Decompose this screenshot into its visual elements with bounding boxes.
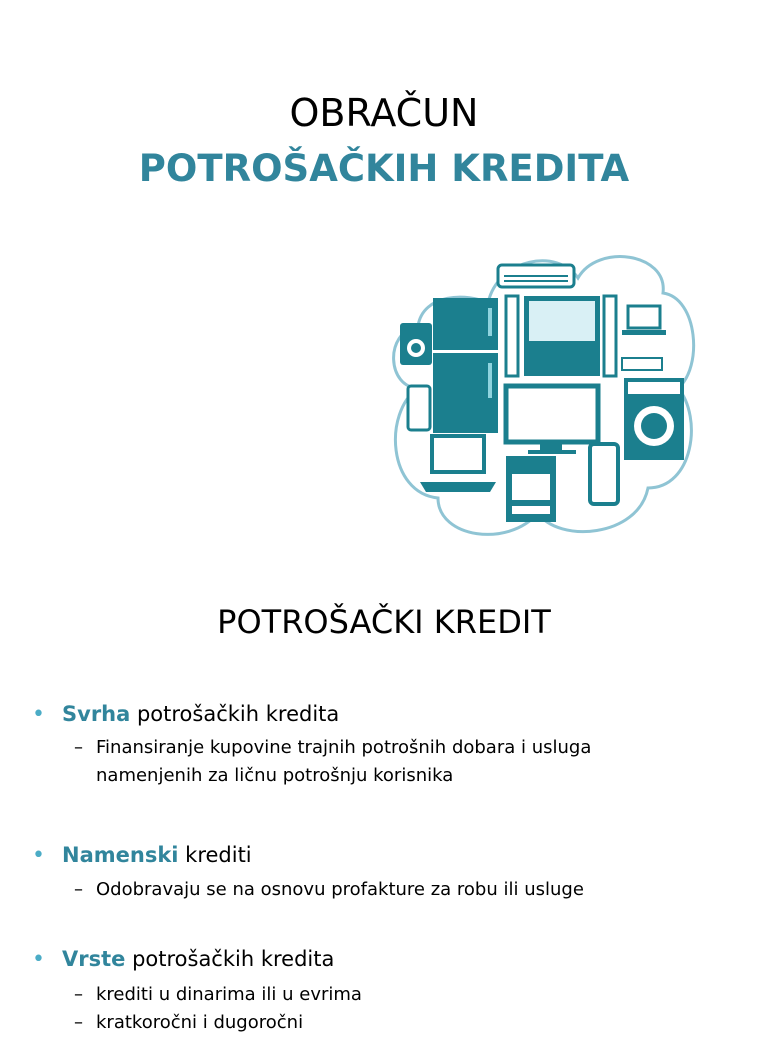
bullet-svrha: • Svrha potrošačkih kredita [32, 702, 340, 727]
bullet-vrste: • Vrste potrošačkih kredita [32, 947, 335, 972]
speaker-left-icon [506, 296, 518, 376]
laptop-small-icon [622, 306, 666, 335]
laptop-icon [420, 436, 496, 492]
sub-bullet: – krediti u dinarima ili u evrima [74, 981, 694, 1009]
home-appliances-icon [378, 238, 700, 556]
bullet-dot: • [32, 843, 45, 868]
slide-title-line2: POTROŠAČKIH KREDITA [138, 147, 630, 190]
slide2-title: POTROŠAČKI KREDIT [217, 603, 551, 641]
bullet-dot: • [32, 947, 45, 972]
stove-icon [506, 456, 556, 522]
dash: – [74, 737, 83, 758]
speaker-right-icon [604, 296, 616, 376]
sub-bullet: – Odobravaju se na osnovu profakture za robu ili usluge [74, 876, 694, 904]
dash: – [74, 984, 83, 1005]
dvd-player-icon [622, 358, 662, 370]
washing-machine-small-icon [400, 323, 432, 365]
washing-machine-icon [624, 378, 684, 460]
monitor-icon [506, 386, 598, 454]
sub-bullet: – kratkoročni i dugoročni [74, 1009, 694, 1037]
fridge-icon [433, 298, 498, 433]
dash: – [74, 879, 83, 900]
sub-bullet: – Finansiranje kupovine trajnih potrošnih dobara i usluga namenjenih za ličnu potrošnju korisnika [74, 734, 694, 790]
dash: – [74, 1012, 83, 1033]
tv-icon [524, 296, 600, 376]
phone-right-icon [590, 444, 618, 504]
bullet-namenski: • Namenski krediti [32, 843, 252, 868]
phone-left-icon [408, 386, 430, 430]
slide-title-line1: OBRAČUN [289, 91, 479, 135]
bullet-dot: • [32, 702, 45, 727]
